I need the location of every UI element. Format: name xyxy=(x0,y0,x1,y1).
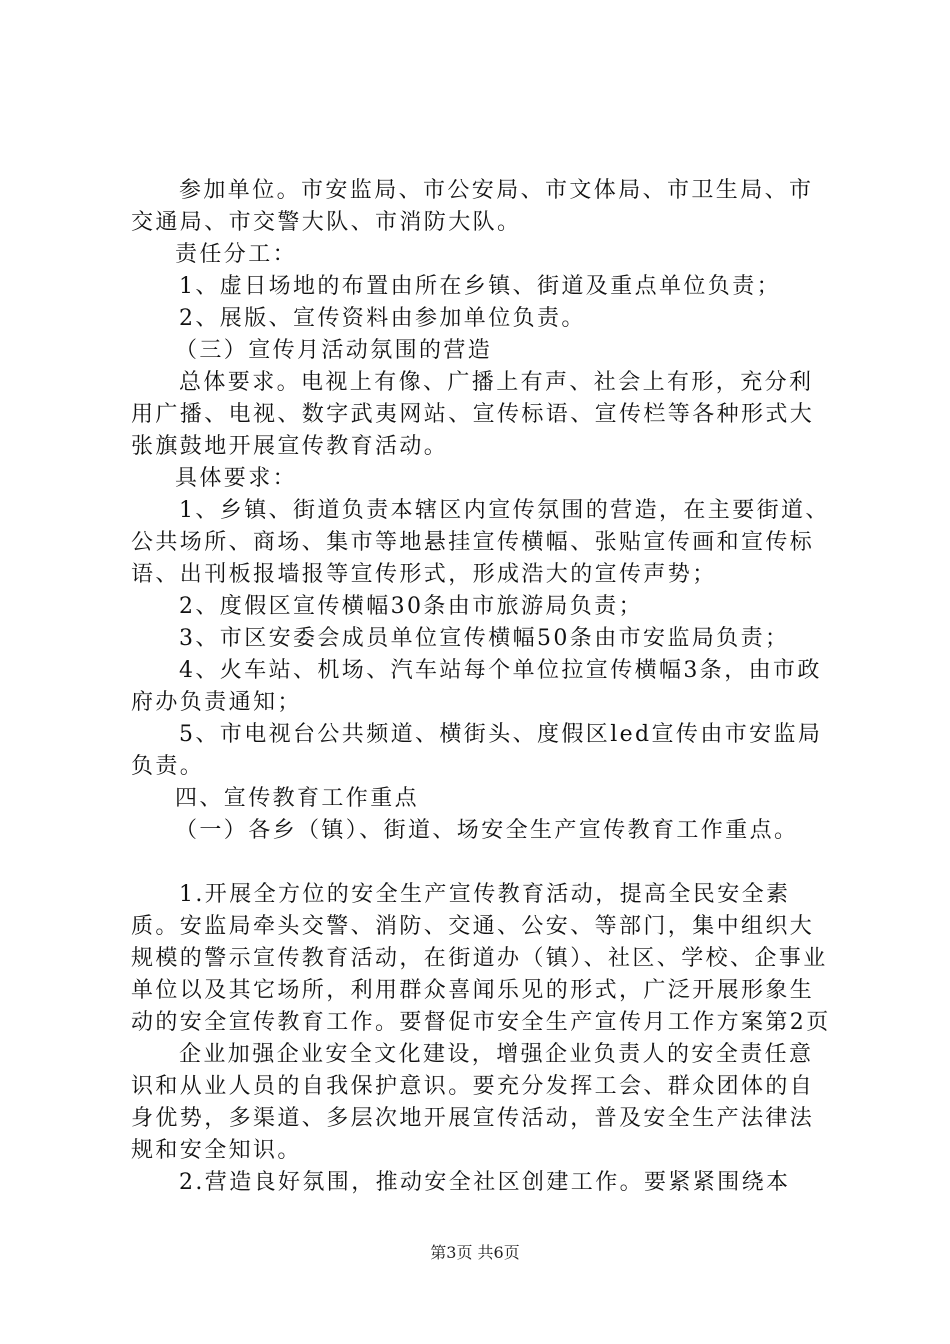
page-number-footer: 第3页 共6页 xyxy=(430,1243,520,1262)
section-heading-education-focus: 四、宣传教育工作重点 xyxy=(175,786,420,811)
document-body xyxy=(131,175,831,1199)
paragraph-requirement-1: 1、乡镇、街道负责本辖区内宣传氛围的营造，在主要街道、公共场所、商场、集市等地悬挂宣传横幅、张贴宣传画和宣传标语、出刊板报墙报等宣传形式，形成浩大的宣传声势； xyxy=(131,498,830,587)
paragraph-focus-2: 2.营造良好氛围，推动安全社区创建工作。要紧紧围绕本 xyxy=(179,1170,791,1195)
paragraph-requirement-5: 5、市电视台公共频道、横街头、度假区led宣传由市安监局负责。 xyxy=(131,722,823,779)
paragraph-requirement-2: 2、度假区宣传横幅30条由市旅游局负责； xyxy=(179,594,643,619)
paragraph-responsibility-1: 1、虚日场地的布置由所在乡镇、街道及重点单位负责； xyxy=(179,274,781,299)
paragraph-overall-requirements: 总体要求。电视上有像、广播上有声、社会上有形，充分利用广播、电视、数字武夷网站、宣传标语、宣传栏等各种形式大张旗鼓地开展宣传教育活动。 xyxy=(131,370,815,459)
paragraph-requirement-4: 4、火车站、机场、汽车站每个单位拉宣传横幅3条，由市政府办负责通知； xyxy=(131,658,822,715)
paragraph-enterprise-culture: 企业加强企业安全文化建设，增强企业负责人的安全责任意识和从业人员的自我保护意识。要充分发挥工会、群众团体的自身优势，多渠道、多层次地开展宣传活动，普及安全生产法律法规和安全知识。 xyxy=(131,1042,815,1163)
paragraph-responsibility-heading: 责任分工： xyxy=(175,242,298,267)
paragraph-participants: 参加单位。市安监局、市公安局、市文体局、市卫生局、市交通局、市交警大队、市消防大队。 xyxy=(131,178,814,235)
paragraph-gap xyxy=(131,847,831,879)
paragraph-responsibility-2: 2、展版、宣传资料由参加单位负责。 xyxy=(179,306,586,331)
paragraph-specific-requirements-heading: 具体要求： xyxy=(175,466,298,491)
section-heading-atmosphere: （三）宣传月活动氛围的营造 xyxy=(175,338,493,363)
subsection-heading-township-focus: （一）各乡（镇）、街道、场安全生产宣传教育工作重点。 xyxy=(175,818,799,843)
paragraph-requirement-3: 3、市区安委会成员单位宣传横幅50条由市安监局负责； xyxy=(179,626,790,651)
paragraph-focus-1: 1.开展全方位的安全生产宣传教育活动，提高全民安全素质。安监局牵头交警、消防、交通、公安、等部门，集中组织大规模的警示宣传教育活动，在街道办（镇）、社区、学校、企事业单位以及其它场所，利用群众喜闻乐见的形式，广泛开展形象生动的安全宣传教育工作。要督促市安全生产宣传月工作方案第2页 xyxy=(131,882,831,1035)
